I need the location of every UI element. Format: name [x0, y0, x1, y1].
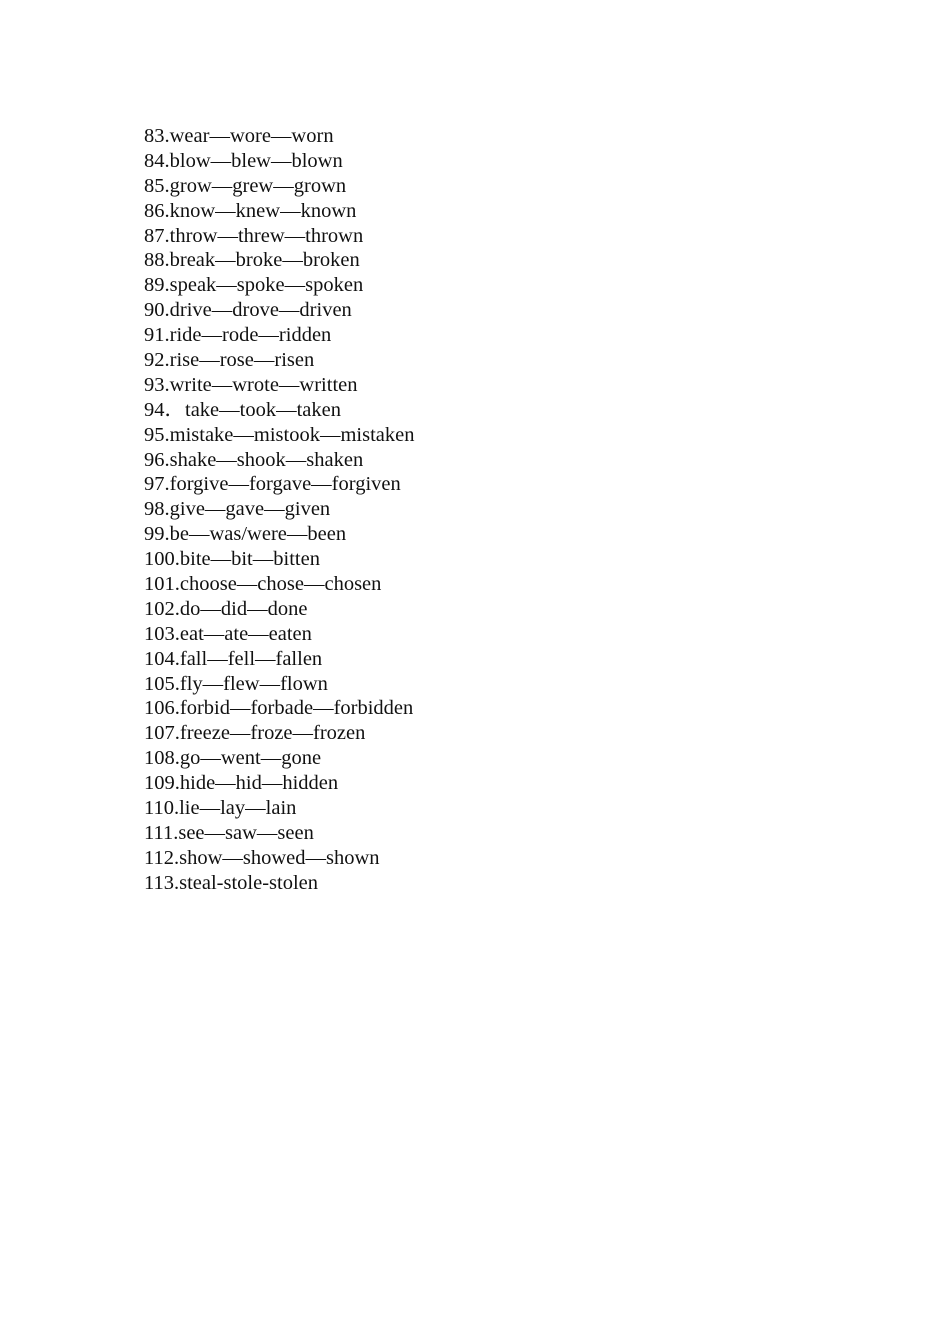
verb-line: 108.go—went—gone [144, 747, 322, 770]
verb-line: 113.steal-stole-stolen [144, 871, 319, 894]
verb-line: 105.fly—flew—flown [144, 672, 328, 695]
verb-line: 102.do—did—done [144, 597, 308, 620]
verb-line: 92.rise—rose—risen [144, 349, 315, 372]
verb-line: 90.drive—drove—driven [144, 299, 352, 322]
verb-line: 85.grow—grew—grown [144, 174, 347, 197]
verb-line: 87.throw—threw—thrown [144, 224, 364, 247]
verb-line: 88.break—broke—broken [144, 249, 360, 272]
verb-line: 104.fall—fell—fallen [144, 647, 323, 670]
verb-line: 99.be—was/were—been [144, 523, 347, 546]
verb-line: 109.hide—hid—hidden [144, 772, 339, 795]
verb-line: 98.give—gave—given [144, 498, 331, 521]
verb-line: 111.see—saw—seen [144, 821, 314, 844]
irregular-verb-list [144, 124, 414, 896]
verb-line: 107.freeze—froze—frozen [144, 722, 366, 745]
verb-line: 97.forgive—forgave—forgiven [144, 473, 401, 496]
verb-line: 101.choose—chose—chosen [144, 573, 382, 596]
verb-line: 94．take—took—taken [144, 398, 341, 421]
verb-line: 91.ride—rode—ridden [144, 324, 332, 347]
verb-line: 89.speak—spoke—spoken [144, 274, 364, 297]
verb-line: 103.eat—ate—eaten [144, 622, 312, 645]
verb-line: 100.bite—bit—bitten [144, 548, 320, 571]
verb-line: 93.write—wrote—written [144, 373, 358, 396]
verb-line: 86.know—knew—known [144, 199, 357, 222]
verb-line: 96.shake—shook—shaken [144, 448, 364, 471]
verb-line: 95.mistake—mistook—mistaken [144, 423, 415, 446]
verb-line: 83.wear—wore—worn [144, 125, 334, 147]
verb-line: 106.forbid—forbade—forbidden [144, 697, 414, 720]
verb-line: 112.show—showed—shown [144, 846, 380, 869]
verb-line: 84.blow—blew—blown [144, 149, 343, 172]
verb-line: 110.lie—lay—lain [144, 797, 297, 820]
